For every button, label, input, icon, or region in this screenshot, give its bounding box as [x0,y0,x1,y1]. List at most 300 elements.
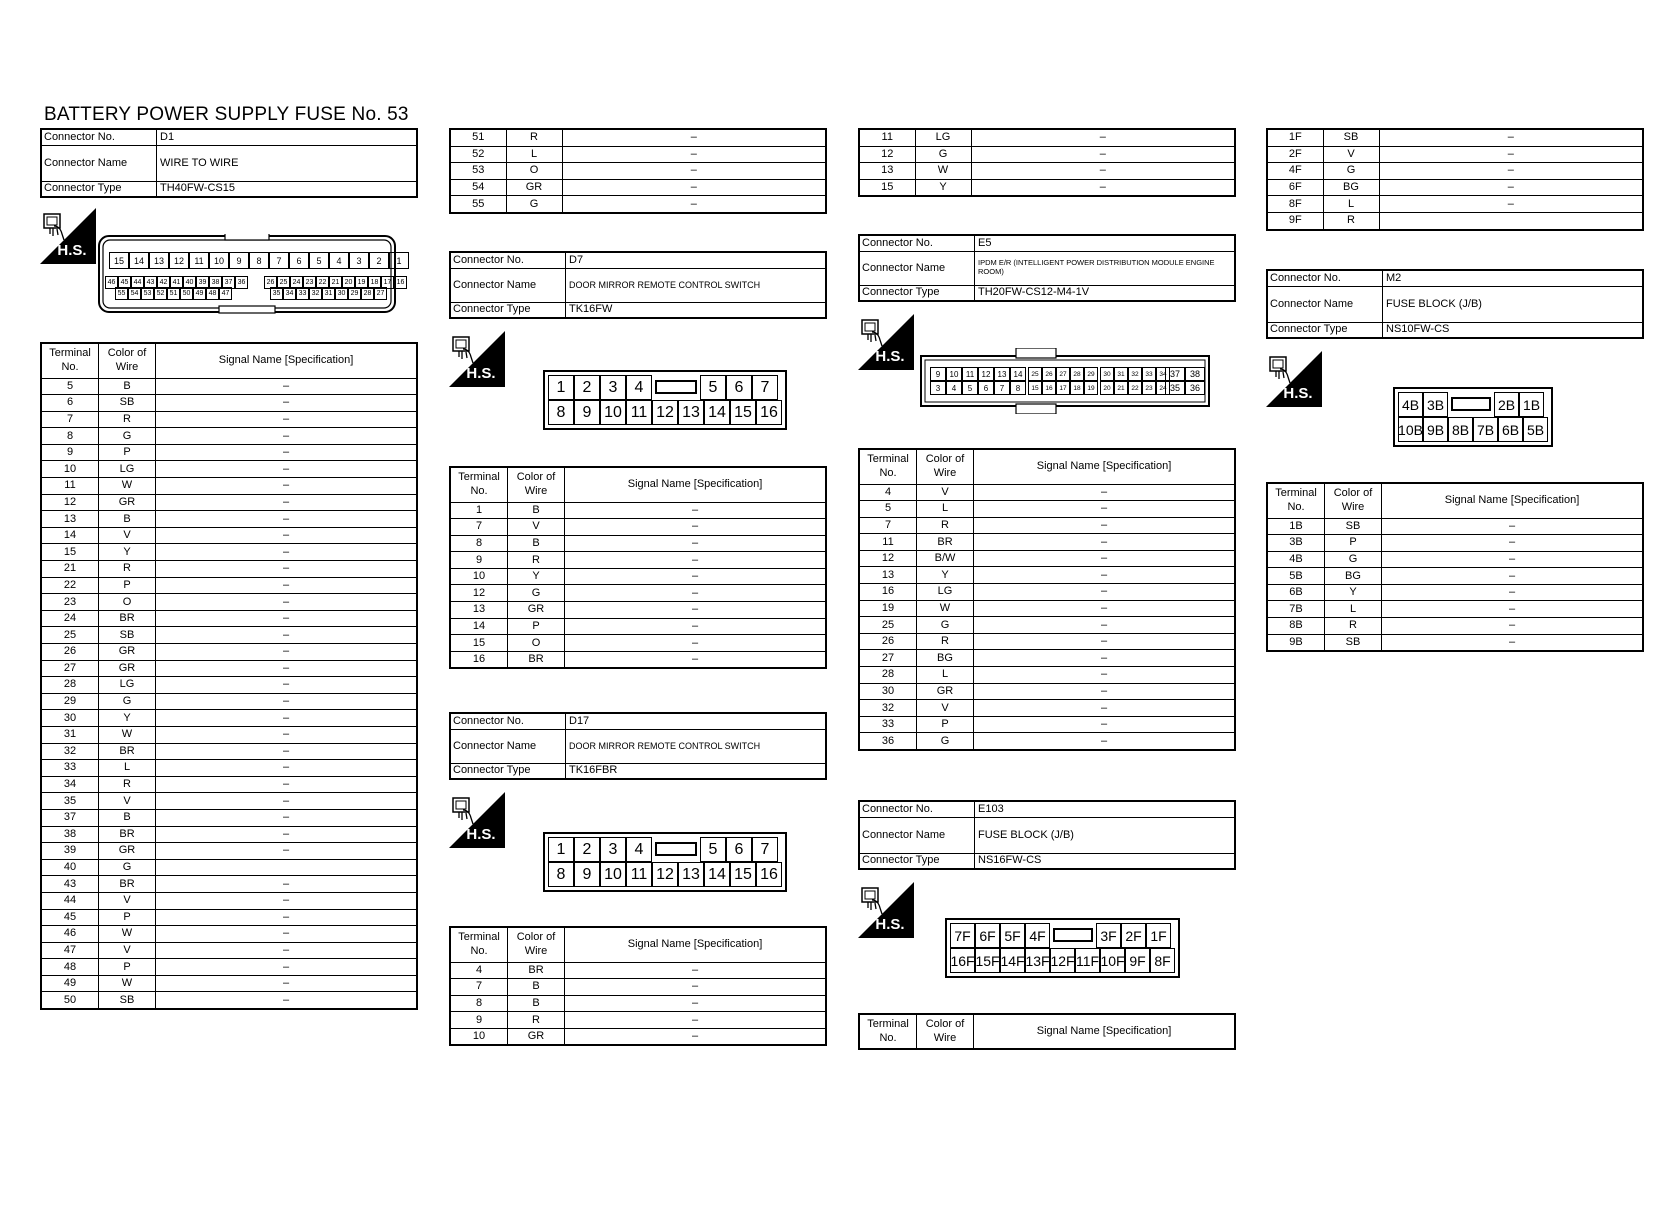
table-row [41,461,417,478]
terminal-pin: 44 [131,276,144,289]
wire-color-cell: GR [917,683,974,700]
signal-name-cell: – [562,196,826,213]
terminal-no-cell: 15 [41,544,99,561]
terminal-no-cell: 21 [41,561,99,578]
connector-type-label: Connector Type [450,302,566,318]
table-row [450,635,826,652]
terminal-pin: 9 [229,252,249,269]
terminal-no-cell: 28 [859,667,917,684]
connector-name-label: Connector Name [41,145,157,181]
terminal-pin: 9 [574,400,600,425]
wire-color-cell: BG [1323,179,1379,196]
terminal-pin: 14F [1000,948,1025,973]
wire-color-cell: V [917,700,974,717]
wire-color-cell: R [99,561,156,578]
table-row [1267,584,1643,601]
table-row [859,716,1235,733]
terminal-no-cell: 6B [1267,584,1325,601]
terminal-table-e103-continued [1266,128,1644,231]
terminal-no-cell: 23 [41,594,99,611]
terminal-pin: 13 [678,400,704,425]
connector-type-value: TH40FW-CS15 [157,181,418,197]
terminal-pin: 42 [157,276,170,289]
signal-name-cell: – [974,550,1236,567]
table-row [41,793,417,810]
signal-name-cell: – [562,163,826,180]
connector-type-value: TK16FW [566,302,827,318]
terminal-no-cell: 5B [1267,568,1325,585]
signal-name-cell: – [156,992,418,1009]
wire-color-cell: B [508,535,565,552]
terminal-pin: 34 [1156,367,1170,381]
wire-color-cell: P [1325,535,1382,552]
terminal-no-cell: 2F [1267,146,1323,163]
terminal-no-cell: 25 [859,617,917,634]
signal-name-cell: – [156,478,418,495]
terminal-no-cell: 12 [859,146,915,163]
terminal-pin: 2F [1121,923,1146,948]
connector-face-e103 [945,918,1177,978]
table-row [41,843,417,860]
wire-color-cell: BG [917,650,974,667]
terminal-pin: 12F [1050,948,1075,973]
connector-name-label: Connector Name [859,251,975,285]
terminal-table-d1 [40,342,418,1010]
table-row [859,567,1235,584]
connector-latch [652,837,700,860]
terminal-pin: 27 [1056,367,1070,381]
signal-name-cell: – [156,843,418,860]
terminal-pin: 29 [348,287,361,300]
table-row [450,1028,826,1045]
signal-name-cell: – [156,577,418,594]
terminal-no-cell: 9F [1267,212,1323,229]
wire-color-cell: R [506,129,562,146]
terminal-no-header: Terminal No. [859,449,917,484]
table-row [450,568,826,585]
terminal-pin: 52 [154,287,167,300]
table-row [450,995,826,1012]
wire-color-cell: L [99,760,156,777]
signal-name-header: Signal Name [Specification] [156,343,418,378]
terminal-no-cell: 10 [450,1028,508,1045]
terminal-no-cell: 38 [41,826,99,843]
harness-side-icon [449,331,505,387]
signal-name-cell: – [565,568,827,585]
terminal-pin: 10 [209,252,229,269]
terminal-table-e103 [858,1013,1236,1050]
terminal-pin: 47 [219,287,232,300]
table-row [41,660,417,677]
terminal-pin: 5B [1523,417,1548,442]
connector-face-e5 [920,348,1210,414]
signal-name-cell: – [156,942,418,959]
terminal-pin: 46 [105,276,118,289]
wire-color-cell: W [99,926,156,943]
signal-name-header: Signal Name [Specification] [565,927,827,962]
signal-name-cell: – [156,411,418,428]
signal-name-cell: – [156,527,418,544]
wire-color-cell: SB [1325,518,1382,535]
connector-name-label: Connector Name [450,268,566,302]
terminal-no-cell: 9 [41,444,99,461]
table-row [450,979,826,996]
terminal-pin: 5 [309,252,329,269]
terminal-pin: 13 [678,862,704,887]
connector-latch [652,375,700,398]
signal-name-cell: – [156,677,418,694]
table-row [859,179,1235,196]
signal-name-cell: – [156,494,418,511]
table-row [450,1012,826,1029]
terminal-no-cell: 11 [859,129,915,146]
signal-name-cell: – [156,743,418,760]
table-row [859,550,1235,567]
harness-side-label: H.S. [875,348,905,365]
connector-no-value: M2 [1383,270,1644,286]
table-row [859,650,1235,667]
signal-name-cell: – [156,693,418,710]
connector-header-e103 [858,800,1236,870]
wire-color-cell: B [99,809,156,826]
terminal-no-cell: 14 [41,527,99,544]
color-of-wire-header: Color of Wire [917,1014,974,1049]
terminal-pin: 32 [309,287,322,300]
signal-name-cell: – [1382,551,1644,568]
signal-name-cell: – [156,909,418,926]
table-row [41,610,417,627]
connector-no-label: Connector No. [41,129,157,145]
signal-name-cell: – [1379,179,1643,196]
signal-name-cell: – [565,585,827,602]
terminal-no-cell: 8 [450,535,508,552]
terminal-pin: 34 [283,287,296,300]
signal-name-cell: – [974,683,1236,700]
table-row [41,876,417,893]
terminal-pin: 5F [1000,923,1025,948]
terminal-no-cell: 13 [41,511,99,528]
wire-color-cell: P [99,444,156,461]
signal-name-cell: – [156,561,418,578]
table-row [41,693,417,710]
terminal-pin: 19 [1084,381,1098,395]
harness-side-label: H.S. [1283,385,1313,402]
signal-name-cell: – [156,776,418,793]
terminal-no-cell: 7 [859,517,917,534]
terminal-no-cell: 7B [1267,601,1325,618]
table-row [1267,518,1643,535]
wire-color-cell: W [915,163,971,180]
signal-name-cell: – [565,995,827,1012]
terminal-pin: 14 [129,252,149,269]
terminal-no-cell: 49 [41,975,99,992]
terminal-pin: 30 [335,287,348,300]
terminal-pin: 15 [730,862,756,887]
terminal-pin: 4 [946,381,962,395]
terminal-pin: 8 [548,400,574,425]
wire-color-cell: BR [99,876,156,893]
terminal-pin: 10F [1100,948,1125,973]
color-of-wire-header: Color of Wire [99,343,156,378]
wire-color-cell: BR [508,962,565,979]
wire-color-cell: L [917,501,974,518]
wire-color-cell: P [99,577,156,594]
connector-no-label: Connector No. [859,235,975,251]
signal-name-cell: – [565,502,827,519]
table-row [859,617,1235,634]
table-row [1267,568,1643,585]
connector-latch [1448,392,1494,415]
table-row [450,502,826,519]
terminal-pin: 11 [626,862,652,887]
terminal-no-cell: 12 [859,550,917,567]
terminal-pin: 8 [548,862,574,887]
terminal-no-header: Terminal No. [450,927,508,962]
terminal-no-cell: 53 [450,163,506,180]
harness-side-label: H.S. [466,365,496,382]
terminal-no-cell: 8B [1267,618,1325,635]
terminal-no-cell: 48 [41,959,99,976]
signal-name-cell: – [565,618,827,635]
signal-name-cell: – [974,501,1236,518]
terminal-pin: 18 [1070,381,1084,395]
table-row [1267,129,1643,146]
terminal-pin: 4F [1025,923,1050,948]
signal-name-cell: – [156,710,418,727]
connector-header-d1 [40,128,418,198]
terminal-pin: 8 [1010,381,1026,395]
terminal-pin: 20 [342,276,355,289]
wire-color-cell: GR [99,660,156,677]
signal-name-cell: – [1382,535,1644,552]
connector-name-value: IPDM E/R (INTELLIGENT POWER DISTRIBUTION MODULE ENGINE ROOM) [975,251,1236,285]
wire-color-cell: B [508,995,565,1012]
terminal-pin: 16 [756,400,782,425]
color-of-wire-header: Color of Wire [917,449,974,484]
table-row [450,651,826,668]
table-row [859,163,1235,180]
terminal-no-cell: 26 [859,633,917,650]
wire-color-cell: R [508,552,565,569]
table-row [859,733,1235,750]
signal-name-cell: – [156,975,418,992]
terminal-pin: 15F [975,948,1000,973]
connector-type-label: Connector Type [859,853,975,869]
table-row [41,859,417,876]
terminal-pin: 9 [574,862,600,887]
terminal-pin: 6 [978,381,994,395]
terminal-pin: 15 [730,400,756,425]
terminal-pin: 19 [355,276,368,289]
signal-name-cell: – [1382,518,1644,535]
terminal-pin: 11 [962,367,978,381]
signal-name-cell: – [1379,129,1643,146]
signal-name-cell: – [156,395,418,412]
table-row [450,163,826,180]
connector-latch [1050,923,1096,946]
terminal-pin: 15 [1028,381,1042,395]
terminal-no-header: Terminal No. [859,1014,917,1049]
table-row [450,129,826,146]
terminal-pin: 3 [600,837,626,862]
wire-color-cell: G [508,585,565,602]
wire-color-cell: O [99,594,156,611]
table-row [1267,196,1643,213]
terminal-pin: 3F [1096,923,1121,948]
terminal-no-cell: 3B [1267,535,1325,552]
table-row [41,760,417,777]
wire-color-cell: G [1325,551,1382,568]
terminal-pin: 24 [1156,381,1170,395]
terminal-table-m2 [1266,482,1644,652]
signal-name-cell: – [565,519,827,536]
signal-name-cell: – [1379,146,1643,163]
terminal-no-header: Terminal No. [41,343,99,378]
table-row [450,535,826,552]
connector-header-m2 [1266,269,1644,339]
terminal-pin: 35 [1165,381,1185,395]
table-row [41,478,417,495]
wire-color-cell: LG [99,677,156,694]
terminal-pin: 17 [381,276,394,289]
terminal-no-cell: 10 [41,461,99,478]
wire-color-cell: O [508,635,565,652]
table-row [1267,601,1643,618]
connector-type-label: Connector Type [41,181,157,197]
pin-group [930,367,1026,395]
terminal-pin: 50 [180,287,193,300]
table-row [450,179,826,196]
terminal-pin: 6 [726,837,752,862]
table-row [41,577,417,594]
terminal-pin: 55 [115,287,128,300]
signal-name-cell: – [565,535,827,552]
wire-color-cell: BR [917,534,974,551]
terminal-pin: 12 [978,367,994,381]
terminal-pin: 16 [394,276,407,289]
terminal-no-cell: 16 [859,584,917,601]
terminal-pin: 4B [1398,392,1423,417]
terminal-pin: 23 [1142,381,1156,395]
terminal-pin: 25 [277,276,290,289]
wire-color-cell: B [99,378,156,395]
wire-color-cell: R [917,633,974,650]
terminal-pin: 16 [756,862,782,887]
terminal-pin: 5 [700,375,726,400]
table-row [450,962,826,979]
harness-side-icon [858,882,914,938]
signal-name-cell: – [156,926,418,943]
connector-name-value: FUSE BLOCK (J/B) [1383,286,1644,322]
terminal-pin: 9 [930,367,946,381]
terminal-pin: 7 [269,252,289,269]
signal-name-cell: – [974,517,1236,534]
table-row [859,600,1235,617]
wire-color-cell: W [99,726,156,743]
harness-side-label: H.S. [57,242,87,259]
wire-color-cell: V [508,519,565,536]
signal-name-cell: – [974,600,1236,617]
table-row [859,146,1235,163]
signal-name-header: Signal Name [Specification] [974,1014,1236,1049]
connector-type-label: Connector Type [1267,322,1383,338]
pin-group [1165,367,1205,395]
wire-color-cell: SB [1323,129,1379,146]
terminal-pin: 37 [222,276,235,289]
terminal-no-cell: 11 [859,534,917,551]
terminal-pin: 27 [374,287,387,300]
wire-color-cell: L [1323,196,1379,213]
signal-name-cell: – [156,544,418,561]
wire-color-cell: P [917,716,974,733]
wire-color-cell: LG [915,129,971,146]
terminal-pin: 8 [249,252,269,269]
signal-name-cell: – [974,733,1236,750]
terminal-pin: 2B [1494,392,1519,417]
terminal-pin: 31 [322,287,335,300]
connector-name-label: Connector Name [1267,286,1383,322]
terminal-no-cell: 10 [450,568,508,585]
terminal-pin: 2 [369,252,389,269]
terminal-pin: 35 [270,287,283,300]
wire-color-cell: Y [1325,584,1382,601]
table-row [41,677,417,694]
signal-name-cell: – [562,179,826,196]
connector-header-e5 [858,234,1236,302]
table-row [1267,212,1643,229]
signal-name-cell: – [974,650,1236,667]
terminal-pin: 8F [1150,948,1175,973]
color-of-wire-header: Color of Wire [1325,483,1382,518]
terminal-pin: 24 [290,276,303,289]
signal-name-cell: – [971,146,1235,163]
table-row [450,146,826,163]
table-row [859,683,1235,700]
terminal-pin: 16 [1042,381,1056,395]
terminal-no-cell: 16 [450,651,508,668]
terminal-no-cell: 9 [450,552,508,569]
terminal-pin: 15 [109,252,129,269]
terminal-no-cell: 5 [859,501,917,518]
connector-name-value: FUSE BLOCK (J/B) [975,817,1236,853]
terminal-pin: 14 [704,400,730,425]
terminal-pin: 16F [950,948,975,973]
terminal-no-cell: 9B [1267,634,1325,651]
wire-color-cell: V [99,892,156,909]
table-row [41,511,417,528]
pin-group [1100,367,1170,395]
terminal-pin: 11F [1075,948,1100,973]
wire-color-cell: Y [508,568,565,585]
terminal-no-cell: 36 [859,733,917,750]
signal-name-header: Signal Name [Specification] [974,449,1236,484]
terminal-no-cell: 54 [450,179,506,196]
connector-face-d17 [543,832,778,892]
terminal-pin: 7F [950,923,975,948]
terminal-pin: 5 [962,381,978,395]
connector-type-value: TH20FW-CS12-M4-1V [975,285,1236,301]
table-row [41,627,417,644]
terminal-no-cell: 27 [41,660,99,677]
terminal-pin: 3 [930,381,946,395]
signal-name-cell: – [156,793,418,810]
signal-name-cell: – [156,378,418,395]
terminal-pin: 12 [652,862,678,887]
terminal-no-cell: 32 [41,743,99,760]
terminal-no-cell: 6F [1267,179,1323,196]
signal-name-header: Signal Name [Specification] [1382,483,1644,518]
terminal-no-cell: 7 [41,411,99,428]
